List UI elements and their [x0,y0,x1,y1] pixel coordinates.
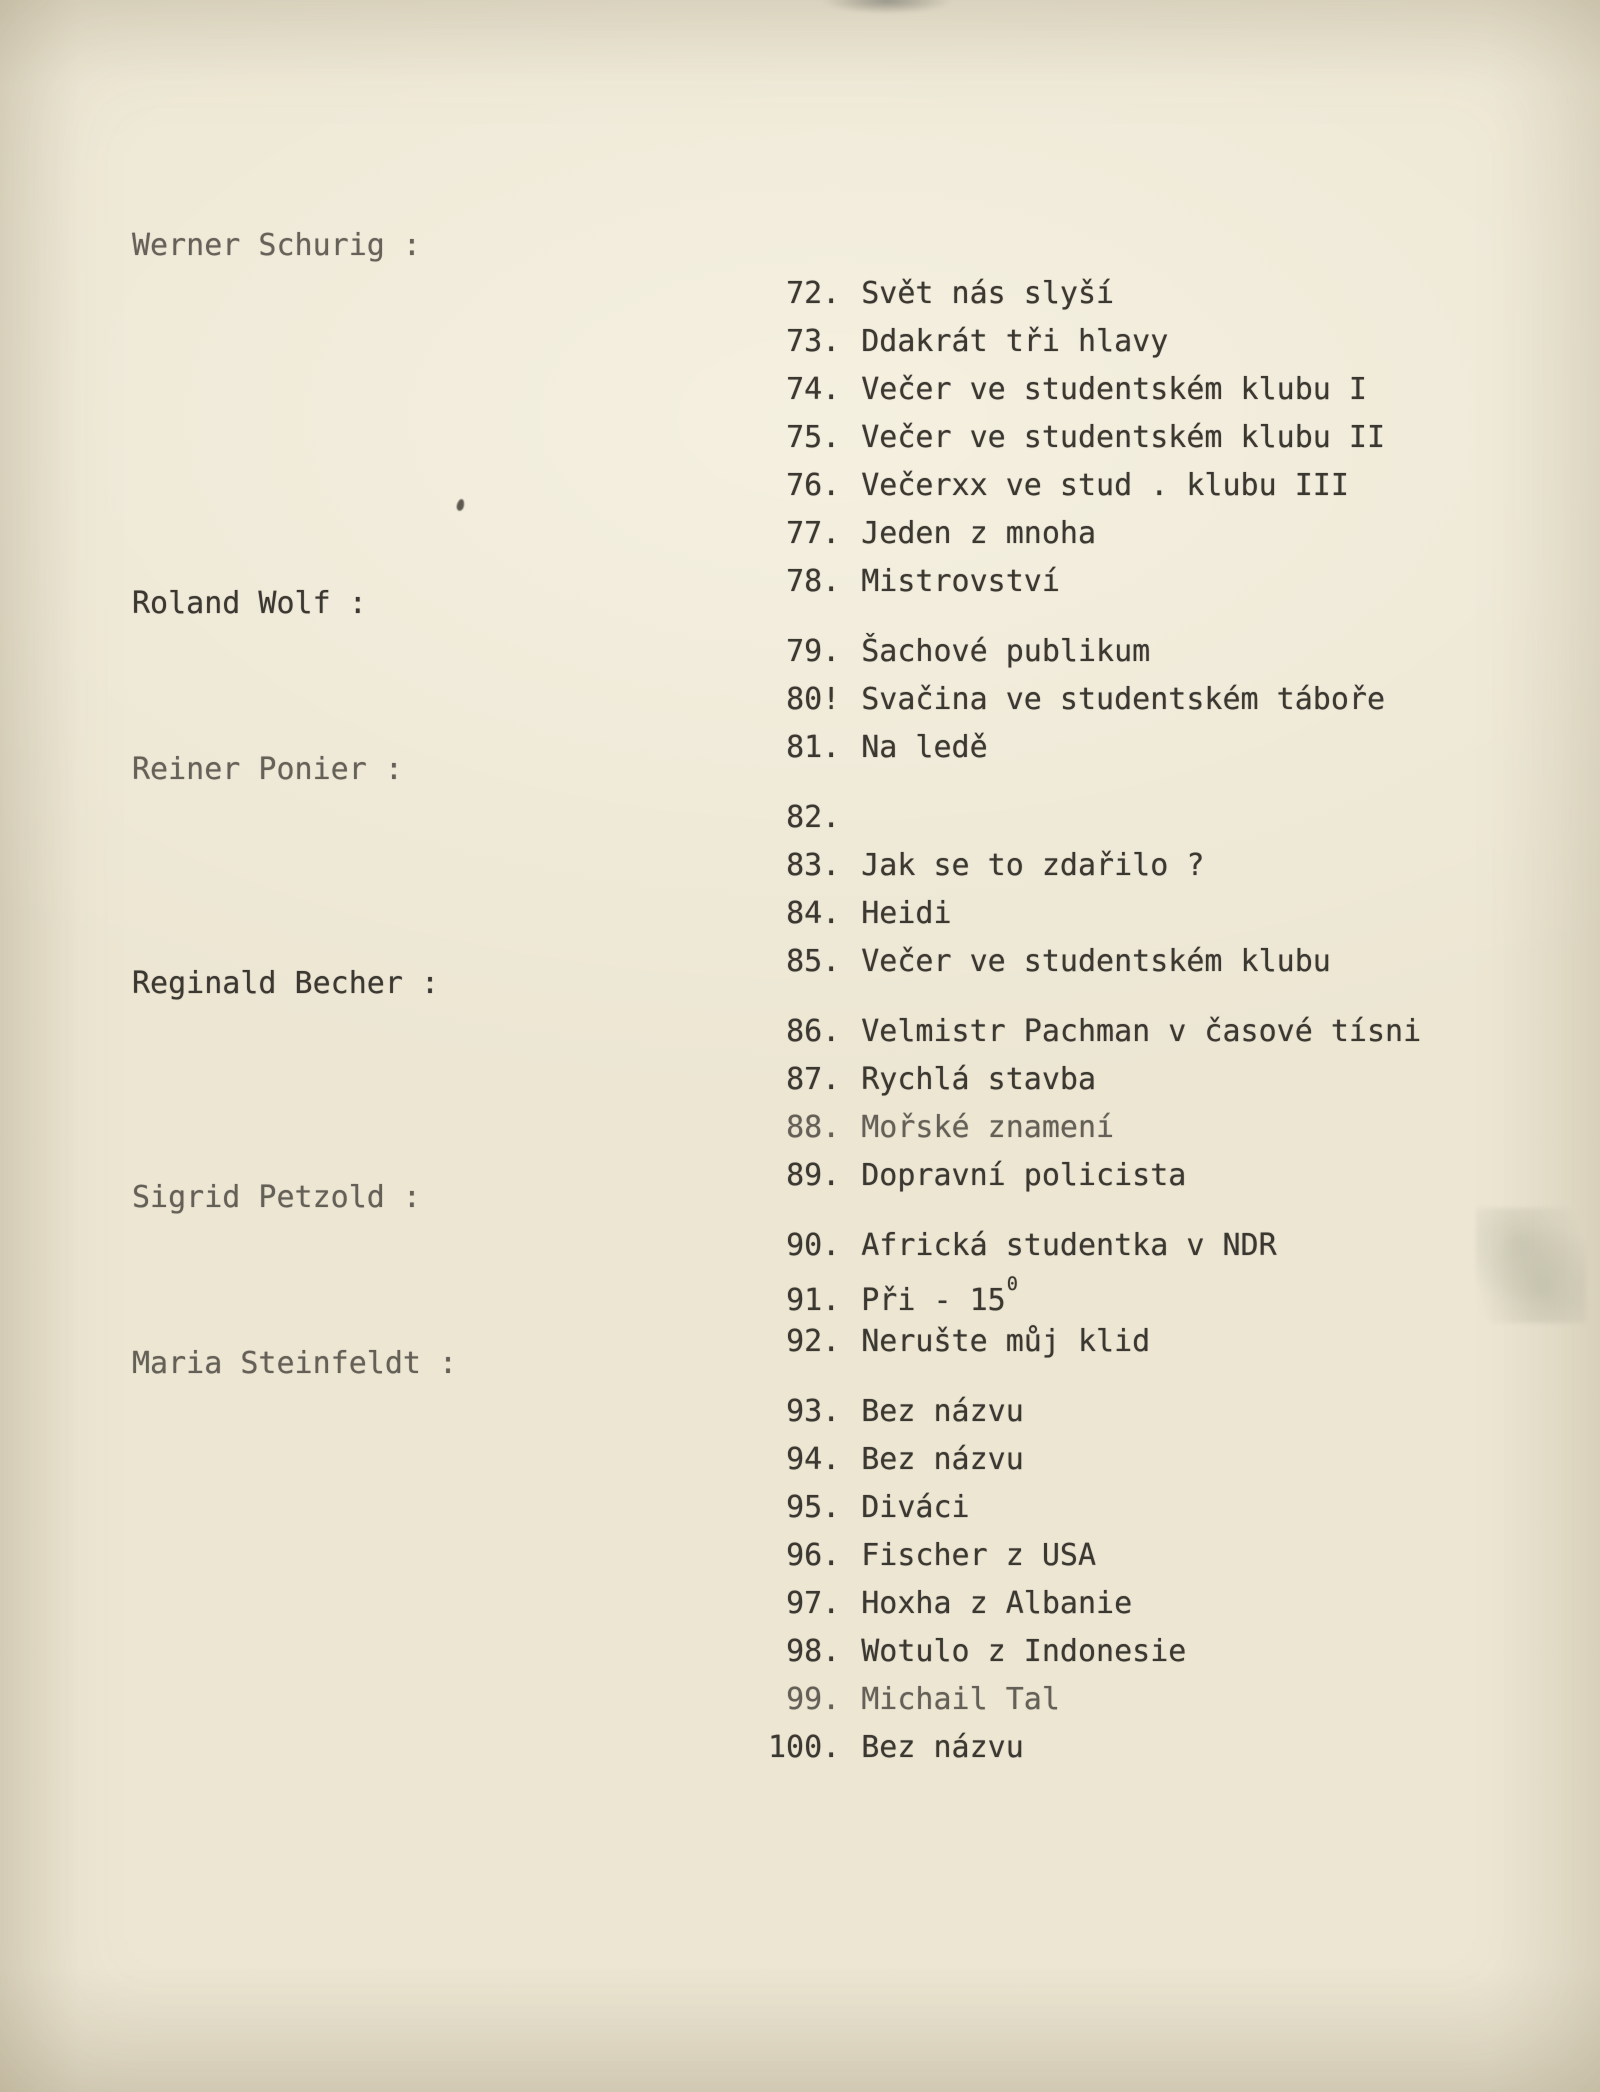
entry-title: Bez názvu [861,1442,1024,1477]
entry-title: Večer ve studentském klubu II [861,420,1386,455]
entry-list [600,746,1600,979]
entry-number: 98. [786,1634,841,1669]
entry-number: 89. [786,1158,841,1193]
entry-title: Rychlá stavba [861,1062,1097,1097]
list-item [600,580,1600,669]
list-item [600,1174,1600,1263]
entry-title: Fischer z USA [861,1538,1097,1573]
photo-credit-list [0,222,1600,1765]
entry-number: 100. [768,1730,841,1765]
entry-title: Jak se to zdařilo ? [861,848,1205,883]
entry-number: 73. [786,324,841,359]
entry-list [600,960,1600,1193]
entry-title: Bez názvu [861,1394,1024,1429]
entry-title: Nerušte můj klid [861,1324,1151,1359]
entry-number: 91. [786,1283,841,1318]
entry-title: Večer ve studentském klubu I [861,372,1367,407]
entry-title: Hoxha z Albanie [861,1586,1133,1621]
entry-number: 97. [786,1586,841,1621]
entry-number: 96. [786,1538,841,1573]
entry-number: 88. [786,1110,841,1145]
author-section [0,746,1600,979]
entry-number: 85. [786,944,841,979]
entry-title: Šachové publikum [861,634,1151,669]
entry-number: 74. [786,372,841,407]
entry-title: Večerxx ve stud . klubu III [861,468,1349,503]
entry-number: 75. [786,420,841,455]
entry-title: Jeden z mnoha [861,516,1097,551]
entry-number: 77. [786,516,841,551]
list-item [600,960,1600,1049]
author-section [0,1340,1600,1765]
entry-title: Při - $15^0$ [861,1273,1018,1318]
entry-title: Africká studentka v NDR [861,1228,1277,1263]
entry-number: 94. [786,1442,841,1477]
entry-number: 90. [786,1228,841,1263]
entry-title: Dopravní policista [861,1158,1187,1193]
entry-number: 84. [786,896,841,931]
entry-title: Wotulo z Indonesie [861,1634,1187,1669]
entry-title: Mořské znamení [861,1110,1115,1145]
entry-title: Velmistr Pachman v časové tísni [861,1014,1422,1049]
entry-number: 82. [786,800,841,835]
author-name: Sigrid Petzold : [132,1180,421,1215]
author-name: Werner Schurig : [132,228,421,263]
list-item [600,222,1600,311]
entry-list [600,1340,1600,1765]
entry-number: 79. [786,634,841,669]
entry-number: 95. [786,1490,841,1525]
author-section [0,580,1600,765]
entry-title: Večer ve studentském klubu [861,944,1331,979]
superscript: 0 [1006,1273,1018,1295]
author-section [0,222,1600,599]
author-name: Reiner Ponier : [132,752,403,787]
author-name: Roland Wolf : [132,586,367,621]
list-item [600,1628,1600,1717]
entry-number: 99. [786,1682,841,1717]
entry-title: Heidi [861,896,952,931]
entry-number: 83. [786,848,841,883]
author-name: Reginald Becher : [132,966,440,1001]
entry-title: Svačina ve studentském táboře [861,682,1386,717]
entry-number: 81. [786,730,841,765]
entry-list [600,580,1600,765]
entry-number: 93. [786,1394,841,1429]
entry-number: 72. [786,276,841,311]
scan-edge-artifact [822,0,952,14]
list-item [600,1340,1600,1429]
entry-list [600,1174,1600,1359]
entry-title: Michail Tal [861,1682,1060,1717]
entry-title: Diváci [861,1490,970,1525]
entry-title: Svět nás slyší [861,276,1115,311]
list-item [600,1056,1600,1145]
author-name: Maria Steinfeldt : [132,1346,458,1381]
entry-number: 87. [786,1062,841,1097]
entry-title: Na ledě [861,730,988,765]
entry-title: Ddakrát tři hlavy [861,324,1169,359]
entry-list [600,222,1600,599]
list-item [600,746,1600,835]
entry-number: 80! [786,682,841,717]
entry-number: 86. [786,1014,841,1049]
entry-title: Bez názvu [861,1730,1024,1765]
author-section [0,1174,1600,1359]
entry-number: 76. [786,468,841,503]
author-section [0,960,1600,1193]
entry-number: 92. [786,1324,841,1359]
entry-title: Mistrovství [861,564,1060,599]
entry-number: 78. [786,564,841,599]
